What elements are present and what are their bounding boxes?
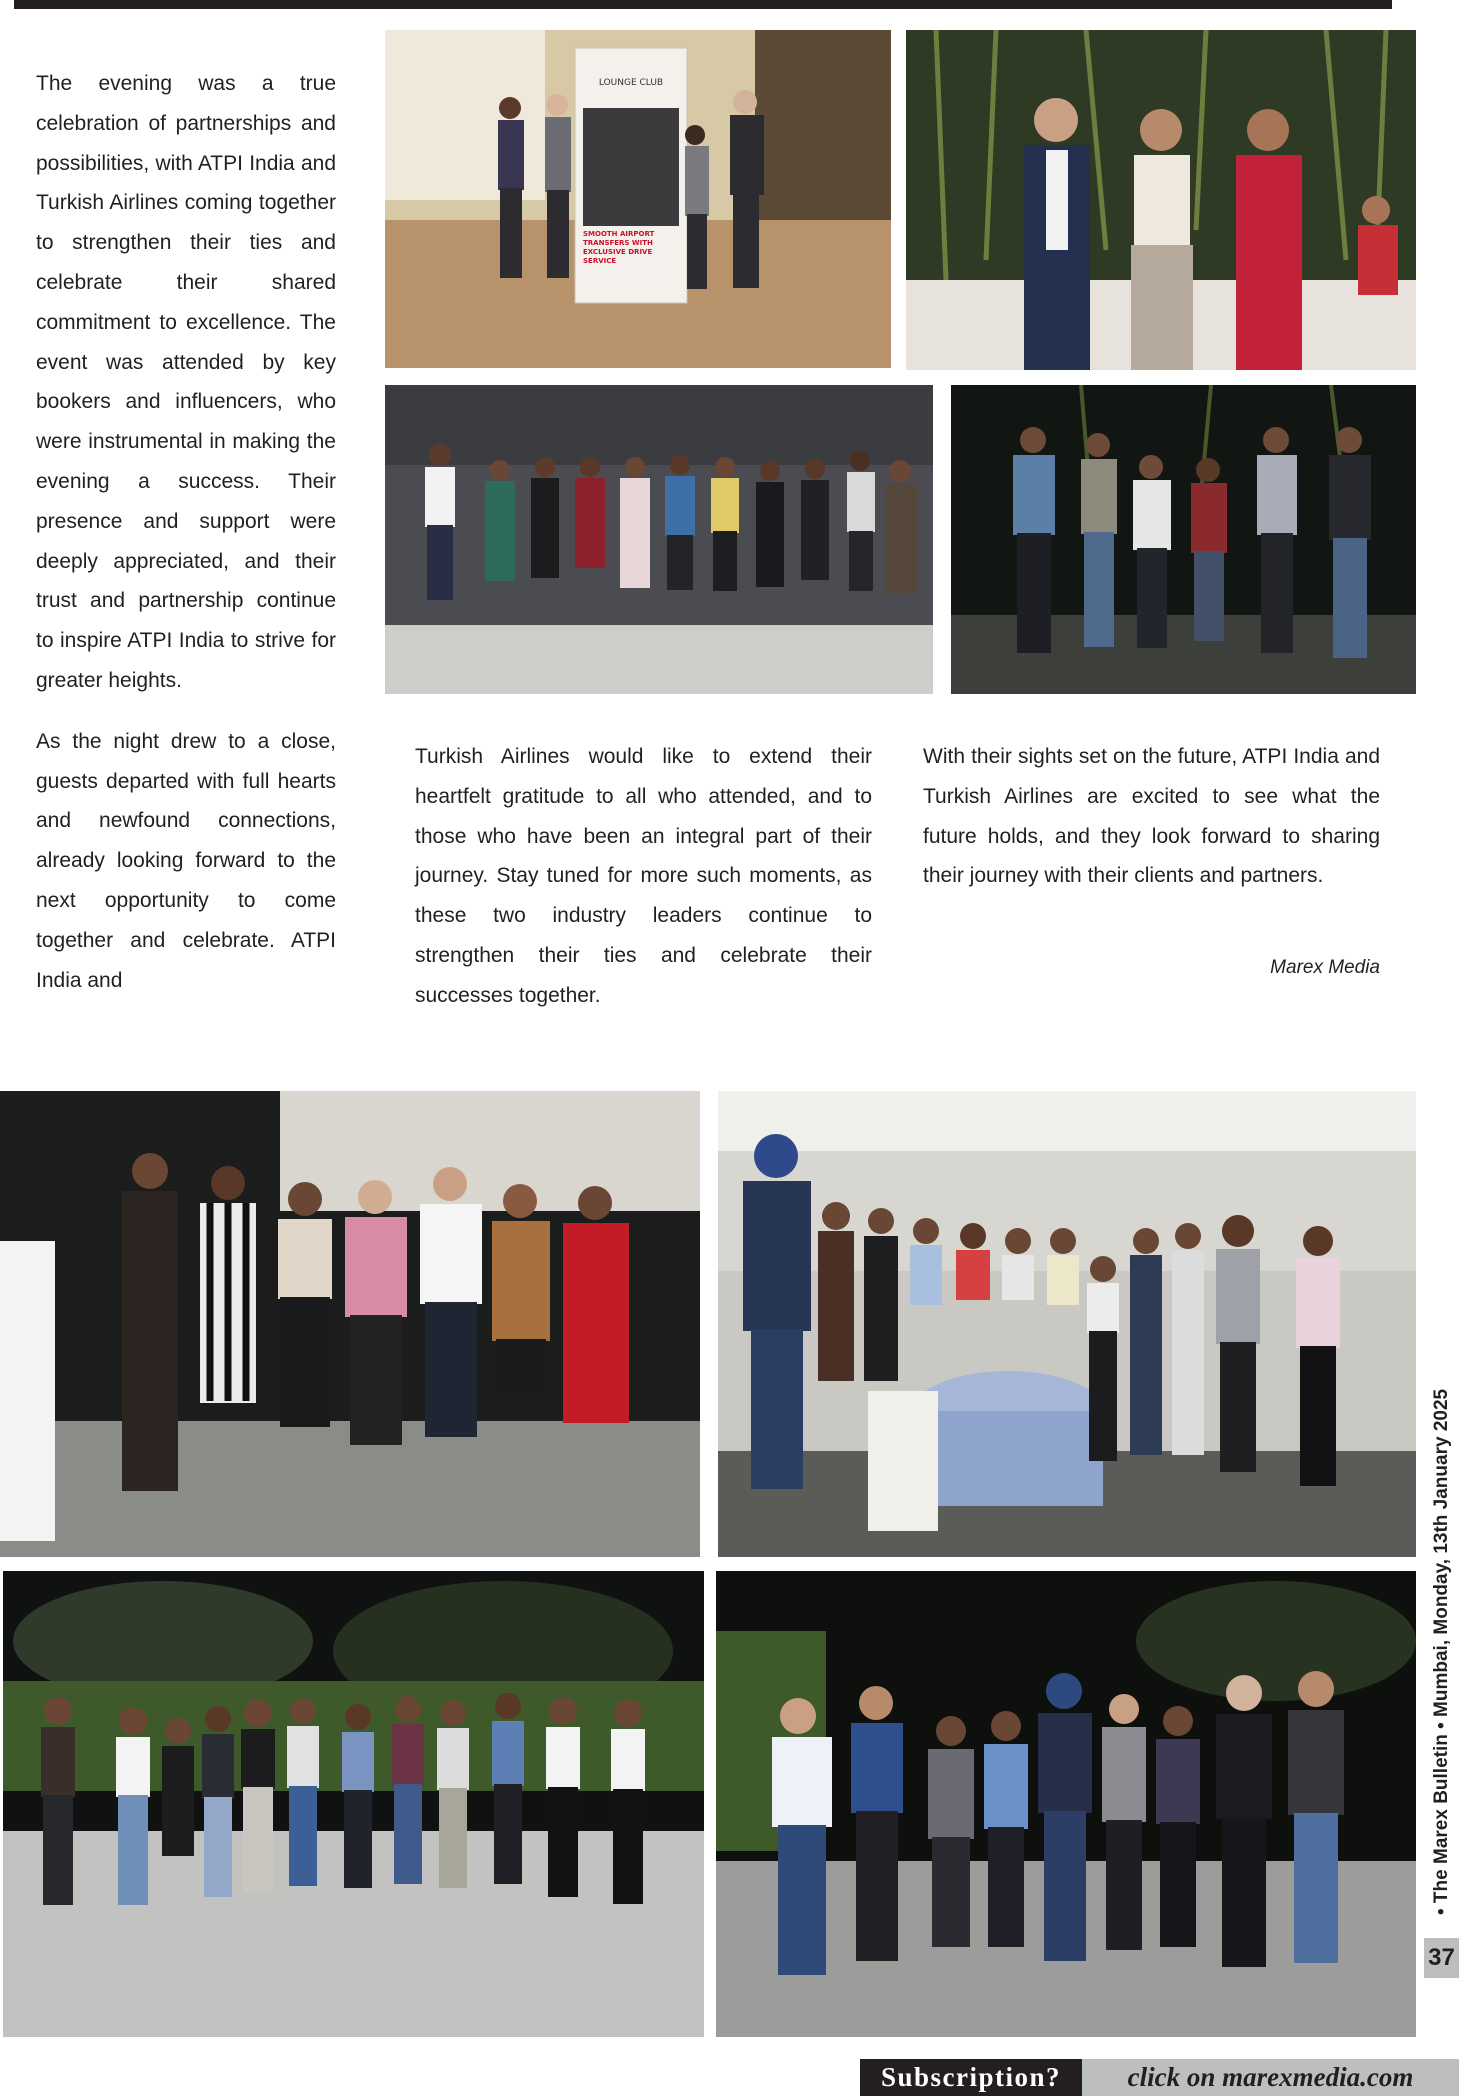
photo-trio-garden [906, 30, 1416, 370]
byline: Marex Media [1270, 957, 1380, 978]
photo-men-group [951, 385, 1416, 694]
article-paragraph: As the night drew to a close, guests departed with full hearts and newfound connections, already looking forward to the next opportunity to come together and celebrate. ATPI India and [36, 729, 336, 992]
article-left-column [36, 64, 336, 1000]
article-right-column [923, 737, 1380, 896]
subscription-label: Subscription? [860, 2059, 1082, 2096]
photo-table-group [718, 1091, 1416, 1557]
article-middle-column [415, 737, 872, 1016]
photo-hosts-group [716, 1571, 1416, 2037]
article-paragraph: Turkish Airlines would like to extend their heartfelt gratitude to all who attended, and to those who have been an integral part of their journey. Stay tuned for more such moments, as these two industry leaders continue to strengthen their ties and celebrate their successes together. [415, 745, 872, 1007]
banner-tagline: SMOOTH AIRPORT TRANSFERS WITH EXCLUSIVE DRIVE SERVICE [583, 230, 655, 265]
article-paragraph: With their sights set on the future, ATPI India and Turkish Airlines are excited to see what the future holds, and they look forward to sharing their journey with their clients and partners. [923, 745, 1380, 888]
publication-dateline: • The Marex Bulletin • Mumbai, Monday, 13th January 2025 [1431, 1388, 1452, 1915]
page-number: 37 [1424, 1938, 1459, 1978]
subscription-link[interactable]: click on marexmedia.com [1082, 2059, 1459, 2096]
photo-large-group [3, 1571, 704, 2037]
banner-club-text: LOUNGE CLUB [598, 78, 664, 88]
photo-ladies-lineup [0, 1091, 700, 1557]
photo-women-group [385, 385, 933, 694]
article-paragraph: The evening was a true celebration of partnerships and possibilities, with ATPI India and Turkish Airlines coming together to strengthen their ties and celebrate their shared commitment to excellence. The event was attended by key bookers and influencers, who were instrumental in making the evening a success. Their presence and support were deeply appreciated, and their trust and partnership continue to inspire ATPI India to strive for greater heights. [36, 72, 336, 692]
top-rule [14, 0, 1392, 9]
photo-banner-group [385, 30, 891, 368]
